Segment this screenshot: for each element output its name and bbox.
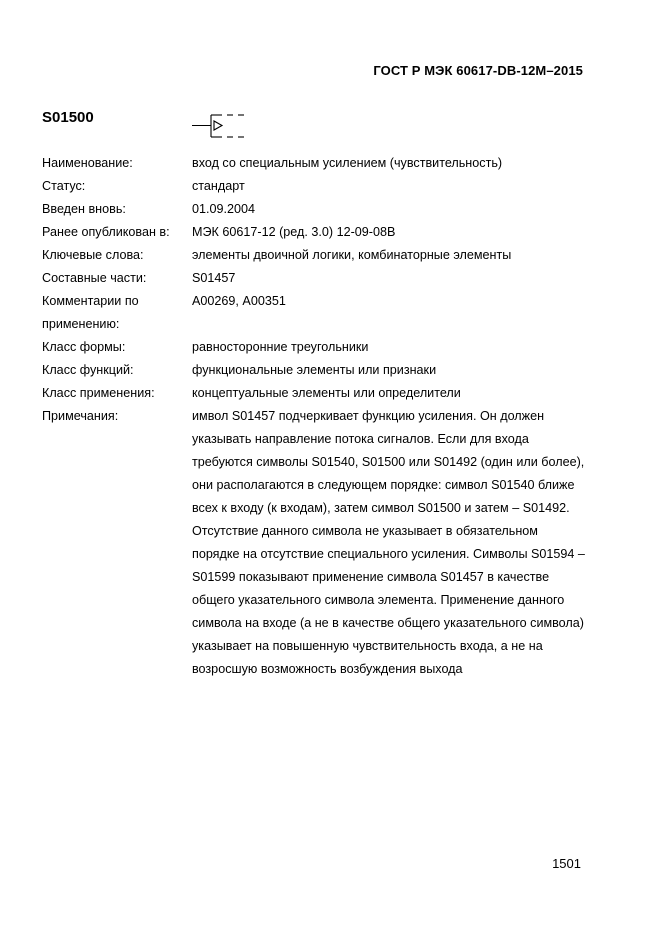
field-value: А00269, А00351 [192, 294, 286, 308]
field-row-notes [42, 405, 602, 681]
field-row-shape-class [42, 336, 602, 359]
field-value: функциональные элементы или признаки [192, 363, 437, 377]
field-label: Наименование: [42, 156, 133, 170]
field-value: 01.09.2004 [192, 202, 256, 216]
document-header: ГОСТ Р МЭК 60617-DB-12M–2015 [373, 63, 583, 78]
page-number: 1501 [552, 856, 581, 871]
field-label: Класс применения: [42, 386, 155, 400]
field-value: элементы двоичной логики, комбинаторные элементы [192, 248, 512, 262]
field-value: имвол S01457 подчеркивает функцию усиления. Он должен указывать направление потока сигналов. Если для входа требуются символы S01540, S01500 или S01492 (один или более), они располагаются в следующем порядке: символ S01540 ближе всех к входу (к входам), затем символ S01500 и затем – S01492. Отсутствие данного символа не указывает в обязательном порядке на отсутствие специального усиления. Символы S01594 – S01599 показывают применение символа S01457 в качестве общего указательного символа элемента. Применение данного символа на входе (а не в качестве общего указательного символа) указывает на повышенную чувствительность входа, а не на возросшую возможность возбуждения выхода [192, 409, 585, 676]
field-row-keywords [42, 244, 602, 267]
field-label: Комментарии по применению: [42, 294, 139, 331]
field-row-components [42, 267, 602, 290]
field-row-function-class [42, 359, 602, 382]
field-row-name [42, 152, 602, 175]
field-label: Составные части: [42, 271, 147, 285]
field-row-application-comments [42, 290, 602, 336]
field-label: Статус: [42, 179, 86, 193]
field-row-introduced [42, 198, 602, 221]
field-label: Ранее опубликован в: [42, 225, 170, 239]
field-value: концептуальные элементы или определители [192, 386, 461, 400]
field-label: Введен вновь: [42, 202, 126, 216]
field-label: Примечания: [42, 409, 119, 423]
field-value: S01457 [192, 271, 236, 285]
field-value: стандарт [192, 179, 245, 193]
amplifier-input-symbol-icon [192, 108, 248, 142]
field-label: Ключевые слова: [42, 248, 144, 262]
field-value: МЭК 60617-12 (ред. 3.0) 12-09-08В [192, 225, 396, 239]
field-row-application-class [42, 382, 602, 405]
field-value: равносторонние треугольники [192, 340, 369, 354]
attribute-table [42, 152, 602, 681]
field-label: Класс функций: [42, 363, 134, 377]
field-row-status [42, 175, 602, 198]
symbol-code: S01500 [42, 109, 94, 126]
field-row-previously-published [42, 221, 602, 244]
field-label: Класс формы: [42, 340, 126, 354]
field-value: вход со специальным усилением (чувствительность) [192, 156, 503, 170]
